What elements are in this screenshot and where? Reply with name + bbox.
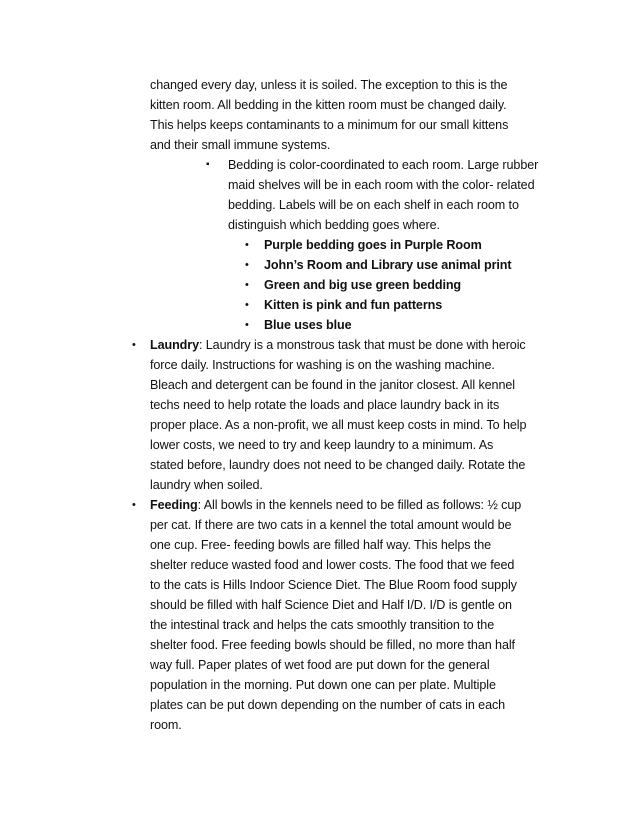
bullet-icon: • xyxy=(245,239,249,251)
intro-line: kitten room. All bedding in the kitten room must be changed daily. xyxy=(150,98,507,112)
laundry-line xyxy=(150,335,526,355)
intro-line: changed every day, unless it is soiled. The exception to this is the xyxy=(150,78,508,92)
intro-line: and their small immune systems. xyxy=(150,138,331,152)
sub-bullet-line: maid shelves will be in each room with the color- related xyxy=(228,178,535,192)
laundry-line: laundry when soiled. xyxy=(150,478,263,492)
bullet-icon: • xyxy=(132,339,136,351)
color-list-item: John’s Room and Library use animal print xyxy=(264,258,512,272)
feeding-line: one cup. Free- feeding bowls are filled half way. This helps the xyxy=(150,538,492,552)
bullet-icon: • xyxy=(245,299,249,311)
color-list-item: Blue uses blue xyxy=(264,318,352,332)
laundry-label: Laundry xyxy=(150,338,199,352)
laundry-first-line: : Laundry is a monstrous task that must be done with heroic xyxy=(198,338,526,352)
color-list-item: Green and big use green bedding xyxy=(264,278,462,292)
bullet-icon: • xyxy=(245,259,249,271)
laundry-line: Bleach and detergent can be found in the janitor closest. All kennel xyxy=(150,378,515,392)
laundry-line: proper place. As a non-profit, we all must keep costs in mind. To help xyxy=(150,418,527,432)
bullet-icon: • xyxy=(245,319,249,331)
laundry-line: stated before, laundry does not need to be changed daily. Rotate the xyxy=(150,458,526,472)
feeding-line: plates can be put down depending on the number of cats in each xyxy=(150,698,506,712)
sub-bullet-line: bedding. Labels will be on each shelf in each room to xyxy=(228,198,519,212)
color-list-item: Kitten is pink and fun patterns xyxy=(264,298,443,312)
feeding-line: shelter food. Free feeding bowls should be filled, no more than half xyxy=(150,638,515,652)
square-bullet-icon: ▪ xyxy=(206,159,210,170)
sub-bullet-line: Bedding is color-coordinated to each room. Large rubber xyxy=(228,158,539,172)
feeding-line: should be filled with half Science Diet and Half I/D. I/D is gentle on xyxy=(150,598,512,612)
laundry-line: force daily. Instructions for washing is on the washing machine. xyxy=(150,358,495,372)
sub-bullet-line: distinguish which bedding goes where. xyxy=(228,218,440,232)
bullet-icon: • xyxy=(132,499,136,511)
bullet-icon: • xyxy=(245,279,249,291)
feeding-first-line: : All bowls in the kennels need to be filled as follows: ½ cup xyxy=(197,498,522,512)
feeding-label: Feeding xyxy=(150,498,198,512)
feeding-line: to the cats is Hills Indoor Science Diet. The Blue Room food supply xyxy=(150,578,517,592)
feeding-line xyxy=(150,495,521,515)
feeding-line: shelter reduce wasted food and lower costs. The food that we feed xyxy=(150,558,515,572)
color-list-item: Purple bedding goes in Purple Room xyxy=(264,238,482,252)
intro-line: This helps keeps contaminants to a minimum for our small kittens xyxy=(150,118,509,132)
laundry-line: techs need to help rotate the loads and place laundry back in its xyxy=(150,398,500,412)
feeding-line: room. xyxy=(150,718,182,732)
laundry-line: lower costs, we need to try and keep laundry to a minimum. As xyxy=(150,438,494,452)
feeding-line: population in the morning. Put down one can per plate. Multiple xyxy=(150,678,496,692)
feeding-line: way full. Paper plates of wet food are put down for the general xyxy=(150,658,490,672)
feeding-line: the intestinal track and helps the cats smoothly transition to the xyxy=(150,618,495,632)
feeding-line: per cat. If there are two cats in a kennel the total amount would be xyxy=(150,518,512,532)
